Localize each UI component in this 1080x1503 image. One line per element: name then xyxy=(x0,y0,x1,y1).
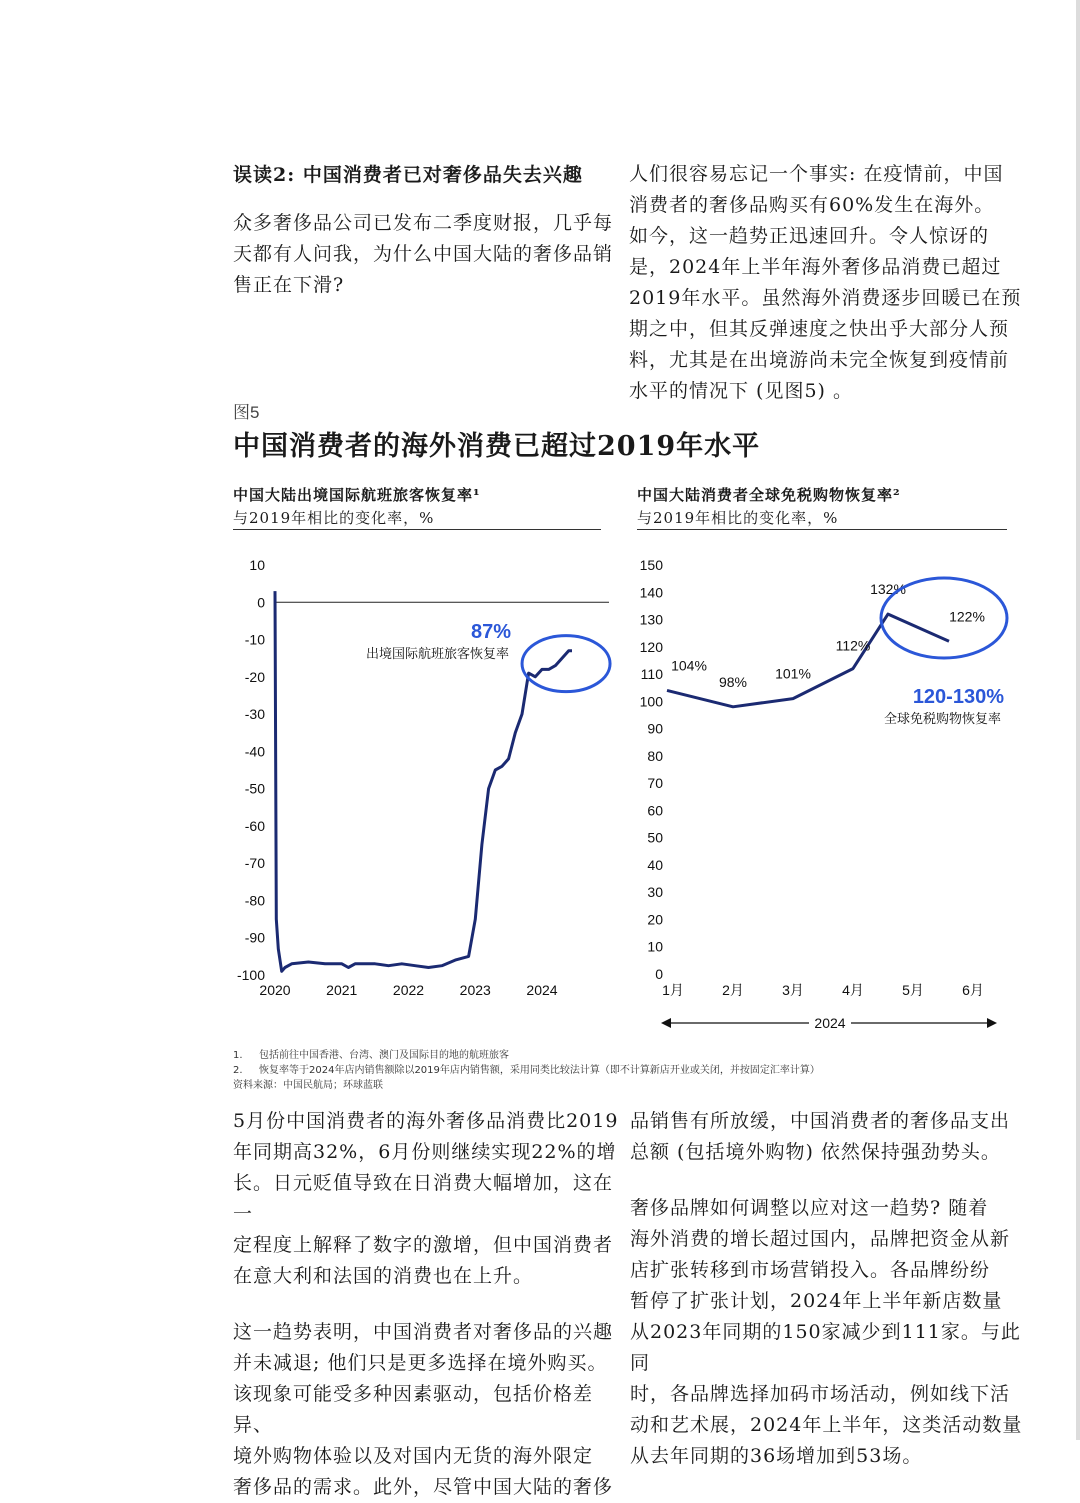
x-tick-label: 4月 xyxy=(842,982,864,998)
x-tick-label: 2022 xyxy=(392,982,425,998)
paragraph xyxy=(630,1106,1030,1168)
y-tick-label: 60 xyxy=(647,802,663,819)
y-tick-label: 10 xyxy=(249,557,265,573)
x-tick-label: 2024 xyxy=(526,982,558,998)
chart2-arrow-right-icon xyxy=(987,1018,997,1028)
chart2-plot xyxy=(637,548,1017,1038)
y-tick-label: 0 xyxy=(655,966,663,982)
x-tick-label: 2月 xyxy=(722,982,744,998)
text-line: 年同期高32%，6月份则继续实现22%的增 xyxy=(233,1141,617,1163)
text-line: 时，各品牌选择加码市场活动，例如线下活 xyxy=(630,1383,1011,1405)
section-heading: 误读2: 中国消费者已对奢侈品失去兴趣 xyxy=(233,164,583,186)
text-line: 从去年同期的36场增加到53场。 xyxy=(630,1445,923,1467)
data-label: 98% xyxy=(718,673,748,690)
chart2-arrow-left-icon xyxy=(661,1018,671,1028)
text-line: 品销售有所放缓，中国消费者的奢侈品支出 xyxy=(630,1110,1011,1132)
chart1-subtitle: 与2019年相比的变化率，% xyxy=(233,509,435,527)
chart1-plot xyxy=(233,548,613,1008)
text-line: 众多奢侈品公司已发布二季度财报，几乎每 xyxy=(233,212,614,234)
chart2-series-line xyxy=(667,614,949,707)
figure-title: 中国消费者的海外消费已超过2019年水平 xyxy=(233,431,761,462)
y-tick-label: 120 xyxy=(639,638,663,655)
y-tick-label: 90 xyxy=(647,720,663,737)
footnote-1 xyxy=(233,1048,1013,1063)
text-line: 动和艺术展，2024年上半年，这类活动数量 xyxy=(630,1414,1023,1436)
y-tick-label: 10 xyxy=(647,938,663,955)
y-tick-label: 110 xyxy=(640,666,663,683)
text-line: 并未减退; 他们只是更多选择在境外购买。 xyxy=(233,1352,608,1374)
text-line: 总额 (包括境外购物) 依然保持强劲势头。 xyxy=(630,1141,1001,1163)
chart1-annotation-label: 出境国际航班旅客恢复率 xyxy=(365,647,509,662)
y-tick-label: 100 xyxy=(639,693,663,710)
y-tick-label: 140 xyxy=(639,584,663,601)
text-line: 从2023年同期的150家减少到111家。与此同 xyxy=(630,1321,1021,1374)
y-tick-label: -60 xyxy=(244,817,265,834)
chart1-header-rule xyxy=(233,529,601,530)
footnote-number: 2. xyxy=(233,1065,243,1076)
text-line: 该现象可能受多种因素驱动，包括价格差异、 xyxy=(233,1383,594,1436)
x-tick-label: 2021 xyxy=(326,982,358,998)
footnote-text: 恢复率等于2024年店内销售额除以2019年店内销售额，采用同类比较法计算（即不计算新店开业或关闭，并按固定汇率计算） xyxy=(259,1065,820,1076)
chart1-x-axis xyxy=(259,982,557,998)
chart2-header-rule xyxy=(637,529,1007,530)
text-line: 5月份中国消费者的海外奢侈品消费比2019 xyxy=(233,1110,619,1132)
paragraph xyxy=(630,1193,1030,1472)
bottom-left-column xyxy=(233,1106,623,1503)
text-line: 海外消费的增长超过国内，品牌把资金从新 xyxy=(630,1228,1011,1250)
top-left-paragraph xyxy=(233,208,613,301)
data-label: 112% xyxy=(835,637,871,654)
chart1-highlight-circle xyxy=(522,636,610,692)
text-line: 暂停了扩张计划，2024年上半年新店数量 xyxy=(630,1290,1003,1312)
x-tick-label: 2020 xyxy=(259,982,291,998)
chart1-title: 中国大陆出境国际航班旅客恢复率¹ xyxy=(233,486,481,504)
text-line: 料，尤其是在出境游尚未完全恢复到疫情前 xyxy=(629,349,1010,371)
text-line: 天都有人问我，为什么中国大陆的奢侈品销 xyxy=(233,243,614,265)
paragraph xyxy=(233,1317,623,1503)
y-tick-label: -80 xyxy=(244,892,265,909)
y-tick-label: -70 xyxy=(244,855,265,872)
footnote-text: 包括前往中国香港、台湾、澳门及国际目的地的航班旅客 xyxy=(259,1050,509,1061)
y-tick-label: -90 xyxy=(244,929,265,946)
top-right-paragraph xyxy=(629,159,1029,407)
y-tick-label: -30 xyxy=(244,706,265,723)
bottom-right-column xyxy=(630,1106,1030,1472)
y-tick-label: -10 xyxy=(244,631,265,648)
x-tick-label: 6月 xyxy=(962,982,984,998)
data-label: 132% xyxy=(870,581,906,598)
chart1-annotation-value: 87% xyxy=(470,621,511,643)
text-line: 是，2024年上半年海外奢侈品消费已超过 xyxy=(629,256,1002,278)
data-label: 122% xyxy=(949,608,985,625)
footnotes xyxy=(233,1048,1013,1093)
text-line: 这一趋势表明，中国消费者对奢侈品的兴趣 xyxy=(233,1321,614,1343)
y-tick-label: 70 xyxy=(647,775,663,792)
text-line: 消费者的奢侈品购买有60%发生在海外。 xyxy=(629,194,995,216)
figure-label: 图5 xyxy=(233,403,260,422)
text-line: 水平的情况下 (见图5) 。 xyxy=(629,380,853,402)
text-line: 店扩张转移到市场营销投入。各品牌纷纷 xyxy=(630,1259,991,1281)
text-line: 长。日元贬值导致在日消费大幅增加，这在一 xyxy=(233,1172,614,1225)
text-line: 期之中，但其反弹速度之快出乎大部分人预 xyxy=(629,318,1010,340)
y-tick-label: -40 xyxy=(244,743,265,760)
footnote-2 xyxy=(233,1063,1013,1078)
chart2-annotation-value: 120-130% xyxy=(912,686,1004,708)
text-line: 2019年水平。虽然海外消费逐步回暖已在预 xyxy=(629,287,1022,309)
data-label: 101% xyxy=(775,665,811,682)
y-tick-label: 20 xyxy=(647,911,663,928)
x-tick-label: 2023 xyxy=(459,982,491,998)
y-tick-label: -50 xyxy=(244,780,265,797)
chart2-year-label: 2024 xyxy=(814,1015,846,1031)
text-line: 人们很容易忘记一个事实: 在疫情前，中国 xyxy=(629,163,1004,185)
data-label: 104% xyxy=(671,657,707,674)
y-tick-label: 30 xyxy=(647,884,663,901)
text-line: 境外购物体验以及对国内无货的海外限定 xyxy=(233,1445,594,1467)
text-line: 在意大利和法国的消费也在上升。 xyxy=(233,1265,534,1287)
y-tick-label: -20 xyxy=(244,668,265,685)
text-line: 定程度上解释了数字的激增，但中国消费者 xyxy=(233,1234,614,1256)
y-tick-label: -100 xyxy=(236,967,265,983)
text-line: 售正在下滑? xyxy=(233,274,345,296)
text-line: 奢侈品的需求。此外，尽管中国大陆的奢侈 xyxy=(233,1476,614,1498)
chart2-subtitle: 与2019年相比的变化率，% xyxy=(637,509,839,527)
x-tick-label: 3月 xyxy=(782,982,804,998)
x-tick-label: 5月 xyxy=(902,982,924,998)
chart2-y-axis xyxy=(640,557,664,982)
footnote-number: 1. xyxy=(233,1050,243,1061)
text-line: 奢侈品牌如何调整以应对这一趋势? 随着 xyxy=(630,1197,989,1219)
chart2-title: 中国大陆消费者全球免税购物恢复率² xyxy=(637,486,901,504)
x-tick-label: 1月 xyxy=(662,982,684,998)
y-tick-label: 150 xyxy=(639,557,663,573)
y-tick-label: 40 xyxy=(647,856,663,873)
chart2-x-axis xyxy=(662,982,984,998)
y-tick-label: 50 xyxy=(647,829,663,846)
chart2-annotation-label: 全球免税购物恢复率 xyxy=(883,712,1001,727)
y-tick-label: 130 xyxy=(639,611,663,628)
y-tick-label: 80 xyxy=(647,747,663,764)
paragraph xyxy=(233,1106,623,1292)
y-tick-label: 0 xyxy=(257,594,265,611)
chart1-y-axis xyxy=(237,557,265,983)
source-note: 资料来源：中国民航局；环球蓝联 xyxy=(233,1080,383,1091)
page-edge xyxy=(1076,0,1080,1440)
text-line: 如今，这一趋势正迅速回升。令人惊讶的 xyxy=(629,225,990,247)
